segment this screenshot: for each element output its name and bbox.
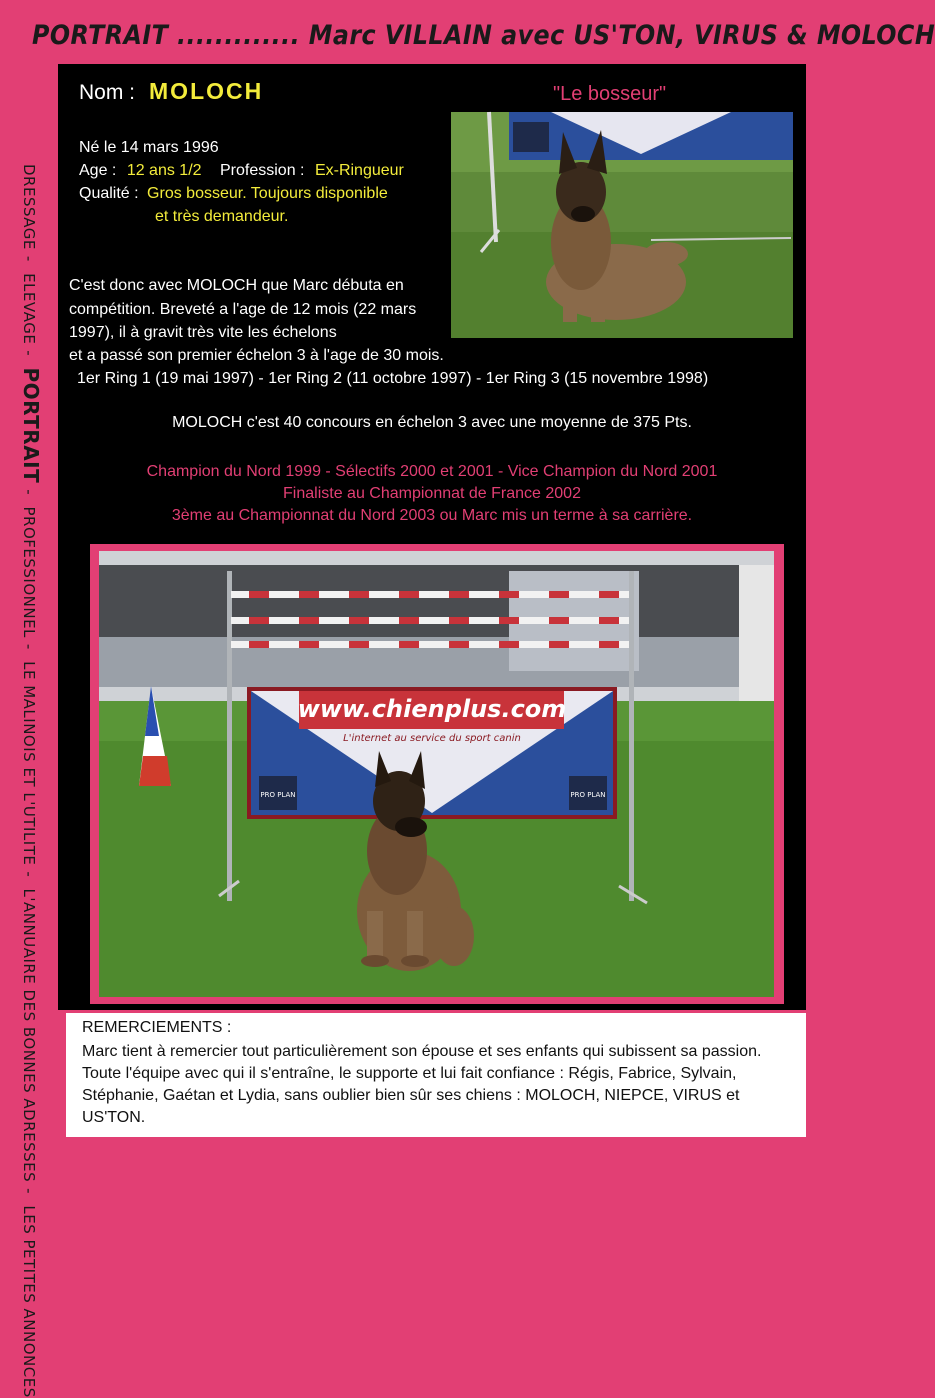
palmares: [58, 461, 806, 527]
dog-photo-small: [451, 112, 793, 338]
palmares-line: Champion du Nord 1999 - Sélectifs 2000 et 2001 - Vice Champion du Nord 2001: [146, 463, 718, 480]
profession-label: Profession :: [220, 162, 305, 179]
section-item-annonces: LES PETITES ANNONCES: [20, 1205, 38, 1398]
profession-value: Ex-Ringueur: [314, 162, 404, 179]
thanks-title: REMERCIEMENTS :: [82, 1019, 232, 1036]
section-nav: DRESSAGE- ELEVAGE- PORTRAIT- PROFESSIONNEL- LE MALINOIS ET L'UTILITE- L'ANNUAIRE DES BONNES ADRESSES- LES PETITES ANNONCES: [19, 164, 43, 1398]
dog-nickname: "Le bosseur": [553, 83, 667, 105]
page-title: PORTRAIT ............. Marc VILLAIN avec US'TON, VIRUS & MOLOCH: [32, 20, 935, 51]
banner-url: www.chienplus.com: [297, 695, 567, 723]
section-item-dressage: DRESSAGE: [20, 164, 38, 250]
dog-name: MOLOCH: [149, 78, 264, 104]
age-value: 12 ans 1/2: [126, 162, 202, 179]
dog-photo-large: [99, 551, 774, 997]
section-item-portrait: PORTRAIT: [19, 367, 43, 484]
palmares-line: 3ème au Championnat du Nord 2003 ou Marc mis un terme à sa carrière.: [171, 507, 693, 524]
age-label: Age :: [79, 162, 117, 179]
quality-value-1: Gros bosseur. Toujours disponible: [147, 185, 388, 202]
palmares-line: Finaliste au Championnat de France 2002: [283, 485, 581, 502]
story-paragraph: C'est donc avec MOLOCH que Marc débuta en compétition. Breveté a l'age de 12 mois (22 mars 1997), il à gravit très vite les échelons: [69, 277, 417, 341]
competition-stats: MOLOCH c'est 40 concours en échelon 3 avec une moyenne de 375 Pts.: [172, 414, 692, 431]
banner-subtitle: L'internet au service du sport canin: [343, 733, 521, 744]
quality-value-2: et très demandeur.: [155, 208, 289, 225]
thanks-text: Marc tient à remercier tout particulièrement son épouse et ses enfants qui subissent sa passion. Toute l'équipe avec qui il s'entraîne, le supporte et lui fait confiance : Régis, Fabrice, Sylvain, Stéphanie, Gaétan et Lydia, sans oublier bien sûr ses chiens : MOLOCH, NIEPCE, VIRUS et US'TON.: [82, 1043, 762, 1126]
dog-info: [79, 136, 404, 228]
birth-date: Né le 14 mars 1996: [79, 139, 219, 156]
section-item-malinois: LE MALINOIS ET L'UTILITE: [20, 661, 38, 866]
section-item-annuaire: L'ANNUAIRE DES BONNES ADRESSES: [20, 888, 38, 1183]
ring-results: 1er Ring 1 (19 mai 1997) - 1er Ring 2 (11 octobre 1997) - 1er Ring 3 (15 novembre 1998): [77, 370, 709, 387]
section-item-professionnel: PROFESSIONNEL: [20, 506, 38, 638]
age-profession-row: [79, 159, 404, 182]
story-paragraph-end: et a passé son premier échelon 3 à l'age de 30 mois.: [69, 347, 444, 364]
brand-logo-right: PRO PLAN: [570, 791, 606, 799]
thanks-box: [66, 1013, 806, 1137]
name-label: Nom :: [79, 81, 136, 104]
quality-row: [79, 182, 404, 205]
page-header: [0, 0, 935, 64]
quality-label: Qualité :: [79, 185, 139, 202]
dog-name-row: [79, 78, 263, 105]
brand-logo-left: PRO PLAN: [260, 791, 296, 799]
section-item-elevage: ELEVAGE: [20, 273, 38, 345]
